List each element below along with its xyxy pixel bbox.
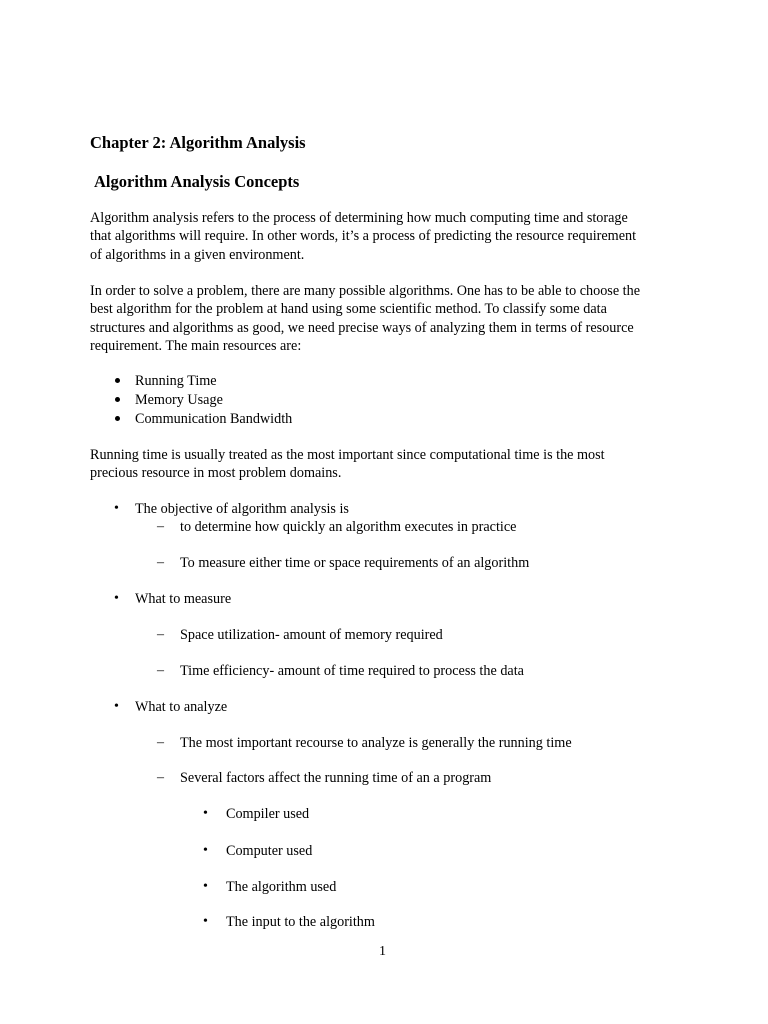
list-item: Several factors affect the running time of an a program [180,770,492,786]
paragraph-line: of algorithms in a given environment. [90,246,305,263]
paragraph-line: precious resource in most problem domains. [90,465,342,482]
paragraph-line: best algorithm for the problem at hand using some scientific method. To classify some data [90,301,607,318]
list-item: Computer used [226,843,313,859]
bullet-icon: • [203,806,208,821]
dash-icon: – [157,735,164,750]
list-item: To measure either time or space requirements of an algorithm [180,555,530,571]
resources-paragraph [90,282,690,355]
paragraph-line: Running time is usually treated as the most important since computational time is the most [90,447,605,463]
bullet-icon: • [203,843,208,858]
list-item: Space utilization- amount of memory required [180,627,443,643]
list-item: to determine how quickly an algorithm executes in practice [180,519,517,535]
list-item: The objective of algorithm analysis is [135,501,349,517]
list-item: What to measure [135,591,232,607]
intro-paragraph [90,209,690,264]
bullet-icon: • [203,914,208,929]
paragraph-line: that algorithms will require. In other words, it’s a process of predicting the resource requirement [90,228,637,245]
dash-icon: – [157,627,164,642]
list-item: The most important recourse to analyze is generally the running time [180,735,572,751]
list-item: Compiler used [226,806,310,822]
list-item: Time efficiency- amount of time required to process the data [180,663,524,679]
chapter-title: Chapter 2: Algorithm Analysis [90,133,306,152]
list-item: What to analyze [135,699,228,715]
running-time-paragraph [90,446,690,483]
list-item: Memory Usage [135,392,223,408]
bullet-icon [115,416,120,421]
list-item: The input to the algorithm [226,914,375,930]
list-item: Communication Bandwidth [135,411,293,427]
paragraph-line: structures and algorithms as good, we need precise ways of analyzing them in terms of resource [90,319,634,336]
dash-icon: – [157,770,164,785]
list-item: The algorithm used [226,879,337,895]
dash-icon: – [157,663,164,678]
dash-icon: – [157,519,164,534]
dash-icon: – [157,555,164,570]
bullet-icon: • [203,879,208,894]
paragraph-line: requirement. The main resources are: [90,337,302,354]
bullet-icon [115,397,120,402]
list-item: Running Time [135,373,217,389]
bullet-icon: • [114,501,119,516]
page-number: 1 [379,944,386,959]
bullet-icon [115,378,120,383]
section-title: Algorithm Analysis Concepts [94,172,300,191]
paragraph-line: Algorithm analysis refers to the process of determining how much computing time and storage [90,210,628,226]
bullet-icon: • [114,591,119,606]
paragraph-line: In order to solve a problem, there are many possible algorithms. One has to be able to choose the [90,283,641,299]
bullet-icon: • [114,699,119,714]
